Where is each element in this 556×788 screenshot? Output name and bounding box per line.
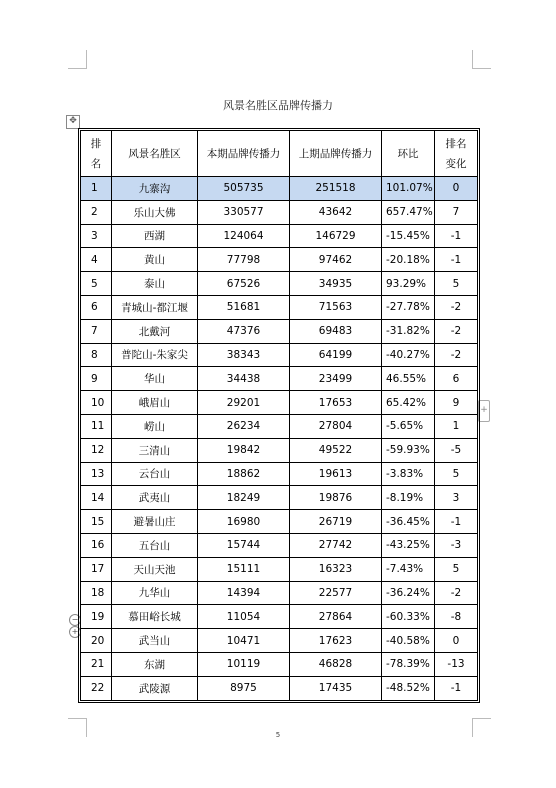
cell-previous[interactable]: 22577 (290, 582, 382, 606)
table-row[interactable] (81, 344, 477, 368)
cell-change[interactable]: -2 (435, 582, 477, 606)
table-row[interactable] (81, 272, 477, 296)
cell-ratio[interactable]: -59.93% (382, 439, 435, 463)
cell-previous[interactable]: 27804 (290, 415, 382, 439)
cell-rank[interactable]: 17 (81, 558, 112, 582)
cell-previous[interactable]: 17435 (290, 677, 382, 700)
cell-ratio[interactable]: -20.18% (382, 248, 435, 272)
table-header-row (81, 131, 477, 177)
header-change (435, 131, 477, 177)
cell-ratio[interactable]: -40.58% (382, 629, 435, 653)
cell-rank[interactable]: 1 (81, 177, 112, 201)
cell-ratio[interactable]: -36.24% (382, 582, 435, 606)
header-current: 本期品牌传播力 (198, 131, 290, 177)
table-row[interactable] (81, 367, 477, 391)
cell-ratio[interactable]: 657.47% (382, 201, 435, 225)
cell-change[interactable]: 7 (435, 201, 477, 225)
cell-current[interactable]: 330577 (198, 201, 290, 225)
cell-rank[interactable]: 4 (81, 248, 112, 272)
cell-current[interactable]: 15111 (198, 558, 290, 582)
cell-previous[interactable]: 49522 (290, 439, 382, 463)
cell-rank[interactable]: 21 (81, 653, 112, 677)
cell-current[interactable]: 51681 (198, 296, 290, 320)
cell-previous[interactable]: 26719 (290, 510, 382, 534)
cell-name[interactable]: 华山 (112, 367, 198, 391)
cell-current[interactable]: 124064 (198, 225, 290, 249)
cell-name[interactable]: 普陀山-朱家尖 (112, 344, 198, 368)
cell-ratio[interactable]: -8.19% (382, 486, 435, 510)
row-plus-icon[interactable]: + (69, 626, 81, 638)
header-rank-line2: 名 (90, 157, 102, 170)
cell-name[interactable]: 三清山 (112, 439, 198, 463)
cell-previous[interactable]: 19613 (290, 463, 382, 487)
cell-current[interactable]: 505735 (198, 177, 290, 201)
cell-name[interactable]: 慕田峪长城 (112, 605, 198, 629)
cell-change[interactable]: -3 (435, 534, 477, 558)
cell-current[interactable]: 8975 (198, 677, 290, 700)
cell-current[interactable]: 16980 (198, 510, 290, 534)
page-number: 5 (275, 731, 281, 739)
table-row[interactable] (81, 653, 477, 677)
cell-change[interactable]: 1 (435, 415, 477, 439)
cell-change[interactable]: -1 (435, 248, 477, 272)
cell-name[interactable]: 武夷山 (112, 486, 198, 510)
header-rank-line1: 排 (90, 137, 102, 150)
cell-change[interactable]: 3 (435, 486, 477, 510)
cell-current[interactable]: 29201 (198, 391, 290, 415)
cell-ratio[interactable]: -15.45% (382, 225, 435, 249)
cell-rank[interactable]: 7 (81, 320, 112, 344)
cell-previous[interactable]: 146729 (290, 225, 382, 249)
table-row[interactable] (81, 677, 477, 700)
cell-ratio[interactable]: -31.82% (382, 320, 435, 344)
table-row[interactable] (81, 296, 477, 320)
cell-name[interactable]: 东湖 (112, 653, 198, 677)
cell-current[interactable]: 10119 (198, 653, 290, 677)
table-row[interactable] (81, 225, 477, 249)
table-row[interactable] (81, 486, 477, 510)
cell-current[interactable]: 19842 (198, 439, 290, 463)
cell-ratio[interactable]: -40.27% (382, 344, 435, 368)
cell-current[interactable]: 10471 (198, 629, 290, 653)
cell-change[interactable]: 0 (435, 177, 477, 201)
cell-name[interactable]: 九寨沟 (112, 177, 198, 201)
table-body (81, 177, 477, 700)
cell-previous[interactable]: 17653 (290, 391, 382, 415)
header-previous: 上期品牌传播力 (290, 131, 382, 177)
header-rank (81, 131, 112, 177)
table-row[interactable] (81, 558, 477, 582)
cell-name[interactable]: 西湖 (112, 225, 198, 249)
cell-change[interactable]: -13 (435, 653, 477, 677)
cell-name[interactable]: 天山天池 (112, 558, 198, 582)
cell-name[interactable]: 乐山大佛 (112, 201, 198, 225)
table-row[interactable] (81, 415, 477, 439)
cell-ratio[interactable]: -7.43% (382, 558, 435, 582)
table-row[interactable] (81, 320, 477, 344)
brand-table (80, 130, 478, 701)
cell-previous[interactable]: 27864 (290, 605, 382, 629)
cell-name[interactable]: 泰山 (112, 272, 198, 296)
cell-current[interactable]: 14394 (198, 582, 290, 606)
table-row[interactable] (81, 177, 477, 201)
cell-previous[interactable]: 23499 (290, 367, 382, 391)
table-row[interactable] (81, 629, 477, 653)
cell-rank[interactable]: 3 (81, 225, 112, 249)
table-row[interactable] (81, 534, 477, 558)
cell-rank[interactable]: 9 (81, 367, 112, 391)
cell-rank[interactable]: 8 (81, 344, 112, 368)
table-row[interactable] (81, 605, 477, 629)
cell-change[interactable]: -2 (435, 344, 477, 368)
cell-ratio[interactable]: 93.29% (382, 272, 435, 296)
page-corner-mark (68, 50, 87, 69)
cell-change[interactable]: 0 (435, 629, 477, 653)
cell-rank[interactable]: 11 (81, 415, 112, 439)
cell-name[interactable]: 北戴河 (112, 320, 198, 344)
row-minus-icon[interactable]: − (69, 614, 81, 626)
table-row[interactable] (81, 439, 477, 463)
cell-name[interactable]: 黄山 (112, 248, 198, 272)
cell-current[interactable]: 77798 (198, 248, 290, 272)
cell-change[interactable]: -8 (435, 605, 477, 629)
document-title: 风景名胜区品牌传播力 (223, 99, 333, 112)
cell-previous[interactable]: 27742 (290, 534, 382, 558)
cell-name[interactable]: 九华山 (112, 582, 198, 606)
cell-change[interactable]: -1 (435, 225, 477, 249)
page-corner-mark (472, 50, 491, 69)
cell-previous[interactable]: 16323 (290, 558, 382, 582)
cell-change[interactable]: -2 (435, 296, 477, 320)
cell-rank[interactable]: 14 (81, 486, 112, 510)
header-name: 风景名胜区 (112, 131, 198, 177)
cell-current[interactable]: 47376 (198, 320, 290, 344)
cell-rank[interactable]: 13 (81, 463, 112, 487)
cell-rank[interactable]: 22 (81, 677, 112, 700)
cell-ratio[interactable]: -27.78% (382, 296, 435, 320)
cell-name[interactable]: 避暑山庄 (112, 510, 198, 534)
cell-name[interactable]: 青城山-都江堰 (112, 296, 198, 320)
table-row[interactable] (81, 463, 477, 487)
cell-ratio[interactable]: -3.83% (382, 463, 435, 487)
cell-name[interactable]: 云台山 (112, 463, 198, 487)
cell-previous[interactable]: 19876 (290, 486, 382, 510)
cell-name[interactable]: 五台山 (112, 534, 198, 558)
cell-ratio[interactable]: -43.25% (382, 534, 435, 558)
cell-current[interactable]: 11054 (198, 605, 290, 629)
cell-current[interactable]: 26234 (198, 415, 290, 439)
table-row[interactable] (81, 510, 477, 534)
cell-previous[interactable]: 71563 (290, 296, 382, 320)
cell-current[interactable]: 34438 (198, 367, 290, 391)
cell-rank[interactable]: 20 (81, 629, 112, 653)
cell-ratio[interactable]: 101.07% (382, 177, 435, 201)
cell-previous[interactable]: 46828 (290, 653, 382, 677)
cell-ratio[interactable]: 65.42% (382, 391, 435, 415)
cell-change[interactable]: 5 (435, 463, 477, 487)
cell-name[interactable]: 武当山 (112, 629, 198, 653)
cell-current[interactable]: 67526 (198, 272, 290, 296)
cell-ratio[interactable]: -60.33% (382, 605, 435, 629)
cell-change[interactable]: -2 (435, 320, 477, 344)
cell-change[interactable]: -1 (450, 682, 462, 695)
cell-rank[interactable]: 2 (81, 201, 112, 225)
cell-name[interactable]: 崂山 (112, 415, 198, 439)
table-move-handle-icon[interactable]: ✥ (66, 115, 80, 129)
cell-change[interactable]: -5 (435, 439, 477, 463)
cell-current[interactable]: 18249 (198, 486, 290, 510)
cell-change[interactable]: 9 (435, 391, 477, 415)
table-row[interactable] (81, 582, 477, 606)
cell-rank[interactable]: 19 (81, 605, 112, 629)
table-row[interactable] (81, 248, 477, 272)
cell-change[interactable]: 6 (435, 367, 477, 391)
cell-ratio[interactable]: 46.55% (382, 367, 435, 391)
header-ratio: 环比 (382, 131, 435, 177)
cell-change[interactable]: 5 (435, 558, 477, 582)
cell-rank[interactable]: 6 (81, 296, 112, 320)
cell-current[interactable]: 15744 (198, 534, 290, 558)
table-row[interactable] (81, 201, 477, 225)
cell-previous[interactable]: 69483 (290, 320, 382, 344)
cell-ratio[interactable]: -5.65% (382, 415, 435, 439)
cell-previous[interactable]: 43642 (290, 201, 382, 225)
cell-rank[interactable]: 16 (81, 534, 112, 558)
cell-previous[interactable]: 17623 (290, 629, 382, 653)
header-change-line2: 变化 (445, 157, 467, 170)
cell-previous[interactable]: 97462 (290, 248, 382, 272)
cell-previous[interactable]: 34935 (290, 272, 382, 296)
table-row[interactable] (81, 391, 477, 415)
cell-previous[interactable]: 64199 (290, 344, 382, 368)
cell-ratio[interactable]: -36.45% (382, 510, 435, 534)
cell-rank[interactable]: 10 (81, 391, 112, 415)
cell-ratio[interactable]: -48.52% (382, 677, 435, 700)
brand-table-container (80, 130, 478, 701)
cell-rank[interactable]: 18 (81, 582, 112, 606)
cell-rank[interactable]: 5 (81, 272, 112, 296)
cell-name[interactable]: 峨眉山 (112, 391, 198, 415)
add-column-handle-icon[interactable]: + (478, 400, 490, 422)
cell-change[interactable]: -1 (435, 510, 477, 534)
header-change-line1: 排名 (445, 137, 467, 150)
cell-ratio[interactable]: -78.39% (382, 653, 435, 677)
cell-previous[interactable]: 251518 (290, 177, 382, 201)
cell-current[interactable]: 18862 (198, 463, 290, 487)
cell-change[interactable]: 5 (435, 272, 477, 296)
cell-name[interactable]: 武陵源 (112, 677, 198, 700)
cell-rank[interactable]: 12 (81, 439, 112, 463)
cell-current[interactable]: 38343 (198, 344, 290, 368)
cell-rank[interactable]: 15 (81, 510, 112, 534)
